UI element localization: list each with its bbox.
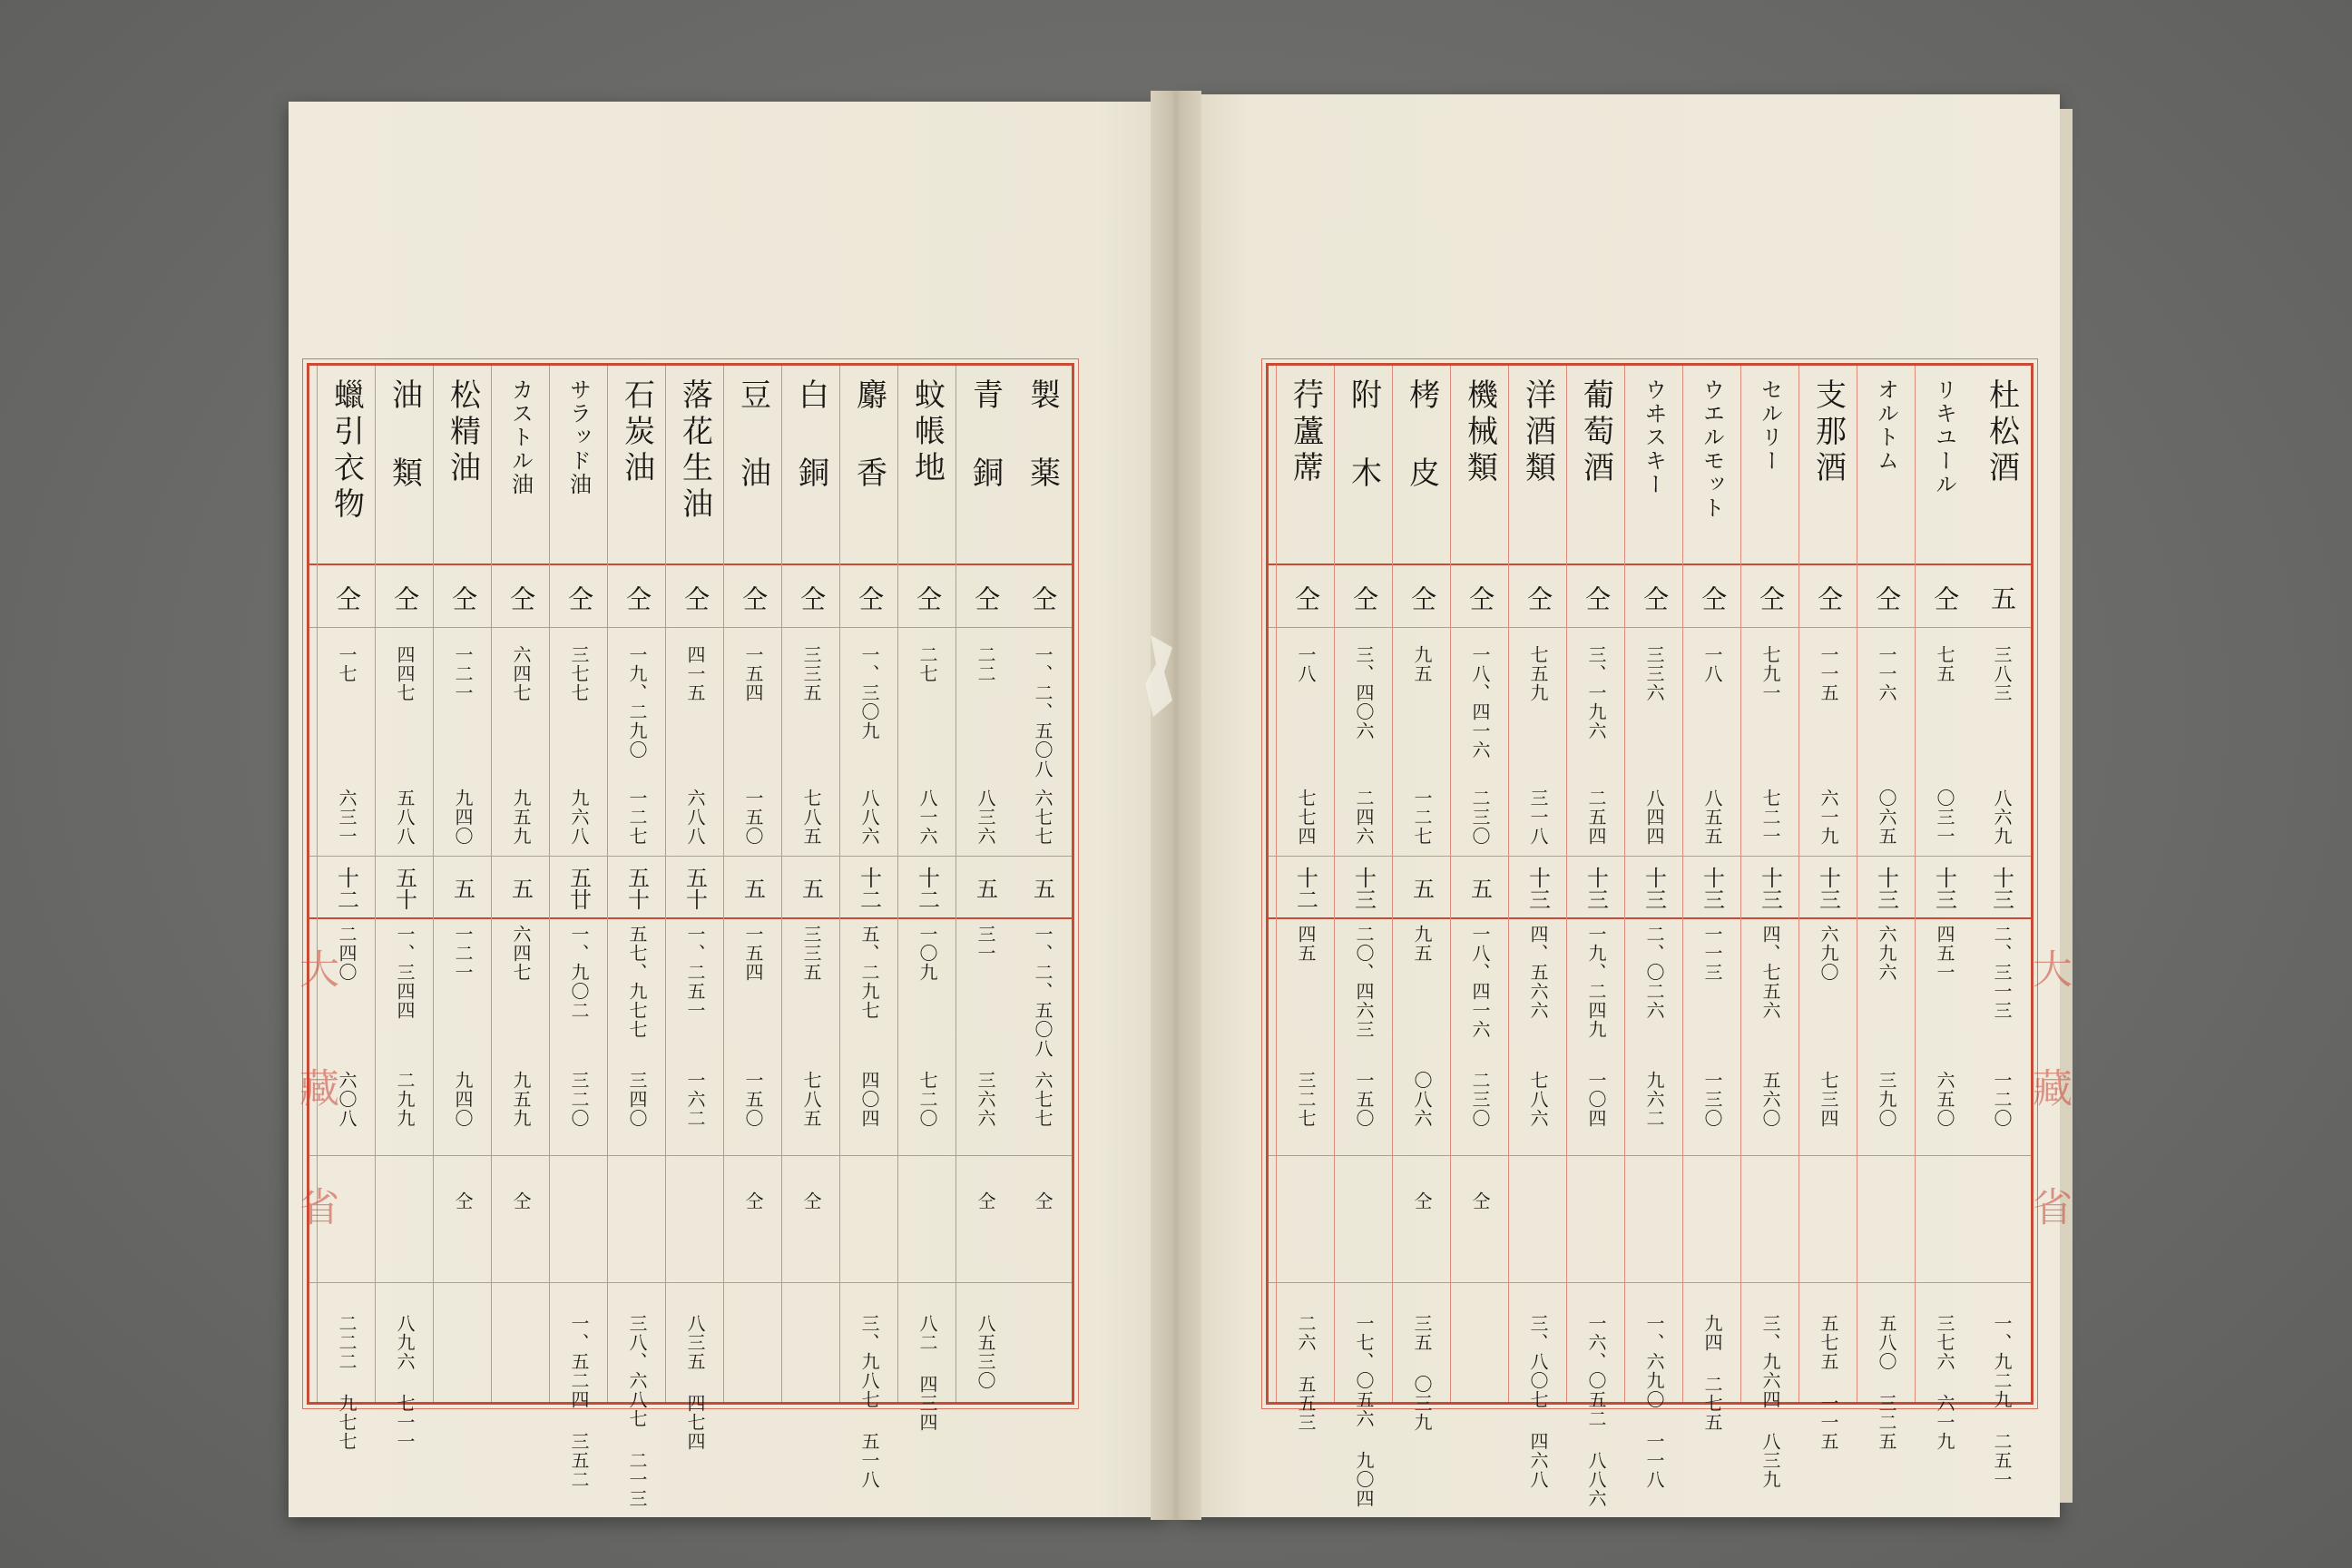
rate-tag: 五十 xyxy=(681,867,708,910)
unit-marker: 仝 xyxy=(332,585,362,611)
quantity-value: 三七七 xyxy=(568,645,590,702)
quantity-value: 四四七 xyxy=(394,645,416,702)
value-amount: 四、七五六 xyxy=(1759,925,1781,1020)
rate-tag: 十三 xyxy=(1641,867,1667,910)
unit-marker: 仝 xyxy=(1640,585,1670,611)
value-amount: 二四〇 xyxy=(336,925,358,982)
value-fraction: 三四〇 xyxy=(626,1071,648,1128)
value-fraction: 七八六 xyxy=(1527,1071,1549,1128)
item-name: 支那酒 xyxy=(1809,378,1847,487)
unit-marker: 仝 xyxy=(622,585,652,611)
ledger-column xyxy=(1857,366,1916,1451)
item-name: 蠟引衣物 xyxy=(328,378,365,524)
unit-marker: 仝 xyxy=(681,585,710,611)
value-fraction: 九六二 xyxy=(1643,1071,1665,1128)
value-amount: 一、九〇二 xyxy=(568,925,590,1020)
item-name: オルトム xyxy=(1873,378,1899,473)
quantity-fraction: 八八六 xyxy=(858,789,880,846)
duty-amount: 三、八〇七 四六八 xyxy=(1527,1314,1549,1489)
unit-marker: 仝 xyxy=(1465,585,1495,611)
value-amount: 四五 xyxy=(1295,925,1317,963)
item-name: 附 木 xyxy=(1345,378,1382,493)
rate-tag: 五 xyxy=(740,877,766,899)
quantity-fraction: 六七七 xyxy=(1032,789,1054,846)
quantity-fraction: 一二七 xyxy=(1411,789,1433,846)
quantity-fraction: 二五四 xyxy=(1585,789,1607,846)
ledger-column xyxy=(1450,366,1509,1402)
value-amount: 二〇、四六三 xyxy=(1353,925,1375,1039)
item-name: 製 薬 xyxy=(1024,378,1061,493)
unit-marker: 仝 xyxy=(448,585,478,611)
quantity-value: 一七 xyxy=(336,645,358,683)
duty-amount: 一、九二九 二五一 xyxy=(1991,1314,2013,1489)
unit-marker: 仝 xyxy=(564,585,594,611)
duty-amount: 八五三〇 xyxy=(975,1314,996,1390)
item-name: 荇蘆蓆 xyxy=(1287,378,1324,487)
value-amount: 一〇九 xyxy=(916,925,938,982)
quantity-value: 一五四 xyxy=(742,645,764,702)
right-margin-stamp: 大 藏 省 xyxy=(2025,948,2072,1242)
value-fraction: 六〇八 xyxy=(336,1071,358,1128)
quantity-fraction: 八四四 xyxy=(1643,789,1665,846)
value-fraction: 七三四 xyxy=(1818,1071,1839,1128)
unit-marker: 仝 xyxy=(1756,585,1786,611)
value-amount: 一一三 xyxy=(1701,925,1723,982)
quantity-fraction: 三一八 xyxy=(1527,789,1549,846)
rate-tag: 十三 xyxy=(1524,867,1551,910)
ledger-column xyxy=(1973,366,2031,1489)
item-name: 落花生油 xyxy=(676,378,713,524)
value-fraction: 二九九 xyxy=(394,1071,416,1128)
duty-amount: 五八〇 三二五 xyxy=(1876,1314,1897,1451)
rate-tag: 五 xyxy=(1408,877,1435,899)
unit-marker: 仝 xyxy=(971,585,1001,611)
item-name: サラッド油 xyxy=(565,378,592,496)
quantity-fraction: 九四〇 xyxy=(452,789,474,846)
unit-marker: 仝 xyxy=(390,585,420,611)
value-amount: 一九、二四九 xyxy=(1585,925,1607,1039)
value-amount: 三三五 xyxy=(800,925,822,982)
value-amount: 一、三四四 xyxy=(394,925,416,1020)
value-fraction: 三二〇 xyxy=(568,1071,590,1128)
value-fraction: 二三〇 xyxy=(1469,1071,1491,1128)
quantity-value: 一一五 xyxy=(1818,645,1839,702)
quantity-value: 一、二、五〇八 xyxy=(1032,645,1054,779)
quantity-value: 一、三〇九 xyxy=(858,645,880,740)
quantity-fraction: 六三一 xyxy=(336,789,358,846)
unit-marker: 仝 xyxy=(1291,585,1321,611)
unit-marker: 仝 xyxy=(797,585,827,611)
value-amount: 九五 xyxy=(1411,925,1433,963)
ledger-column xyxy=(433,366,492,1402)
quantity-value: 一八 xyxy=(1295,645,1317,683)
rate-tag: 十三 xyxy=(1988,867,2014,910)
value-amount: 四五一 xyxy=(1934,925,1955,982)
value-fraction: 三九〇 xyxy=(1876,1071,1897,1128)
unit-marker: 仝 xyxy=(1582,585,1612,611)
ledger-column xyxy=(1798,366,1857,1451)
quantity-fraction: 六一九 xyxy=(1818,789,1839,846)
item-name: 松精油 xyxy=(444,378,481,487)
ledger-column xyxy=(1014,366,1072,1402)
rate-tag: 十二 xyxy=(333,867,359,910)
quantity-fraction: 〇三一 xyxy=(1934,789,1955,846)
value-fraction: 六五〇 xyxy=(1934,1071,1955,1128)
value-amount: 一二一 xyxy=(452,925,474,982)
unit-marker: 仝 xyxy=(1698,585,1728,611)
value-fraction: 〇八六 xyxy=(1411,1071,1433,1128)
quantity-fraction: 〇六五 xyxy=(1876,789,1897,846)
quantity-value: 一二一 xyxy=(452,645,474,702)
unit-marker: 仝 xyxy=(913,585,943,611)
rate-tag: 五 xyxy=(449,877,475,899)
quantity-value: 四一五 xyxy=(684,645,706,702)
duty-amount: 九四 二七五 xyxy=(1701,1314,1723,1432)
same-marker: 仝 xyxy=(800,1191,822,1210)
duty-amount: 一七、〇五六 九〇四 xyxy=(1353,1314,1375,1508)
value-fraction: 一二〇 xyxy=(1991,1071,2013,1128)
ledger-column xyxy=(1566,366,1625,1508)
ledger-column xyxy=(1392,366,1451,1432)
item-name: 油 類 xyxy=(386,378,423,493)
ledger-column xyxy=(1682,366,1741,1432)
ledger-column xyxy=(956,366,1014,1402)
same-marker: 仝 xyxy=(975,1191,996,1210)
quantity-value: 三三五 xyxy=(800,645,822,702)
page-edge xyxy=(2060,109,2073,1503)
quantity-value: 三、四〇六 xyxy=(1353,645,1375,740)
quantity-value: 三三六 xyxy=(1643,645,1665,702)
value-fraction: 七二〇 xyxy=(916,1071,938,1128)
duty-amount: 八三五 四七四 xyxy=(684,1314,706,1451)
value-fraction: 五六〇 xyxy=(1759,1071,1781,1128)
quantity-value: 七五九 xyxy=(1527,645,1549,702)
quantity-fraction: 六八八 xyxy=(684,789,706,846)
item-name: セルリー xyxy=(1757,378,1783,473)
quantity-value: 一九、二九〇 xyxy=(626,645,648,760)
ledger-column xyxy=(897,366,956,1432)
rate-tag: 十三 xyxy=(1815,867,1841,910)
ledger-column xyxy=(1915,366,1974,1451)
rate-tag: 十三 xyxy=(1757,867,1783,910)
ledger-column xyxy=(1334,366,1393,1508)
unit-marker: 仝 xyxy=(506,585,536,611)
value-amount: 一八、四一六 xyxy=(1469,925,1491,1039)
value-amount: 二、〇二六 xyxy=(1643,925,1665,1020)
ledger-column xyxy=(607,366,666,1508)
ledger-column xyxy=(781,366,840,1402)
value-fraction: 一五〇 xyxy=(742,1071,764,1128)
rate-tag: 十三 xyxy=(1873,867,1899,910)
value-fraction: 九五九 xyxy=(510,1071,532,1128)
quantity-fraction: 九五九 xyxy=(510,789,532,846)
quantity-fraction: 八三六 xyxy=(975,789,996,846)
rate-tag: 五廿 xyxy=(565,867,592,910)
quantity-value: 一八、四一六 xyxy=(1469,645,1491,760)
duty-amount: 三、九八七 五一八 xyxy=(858,1314,880,1489)
rate-tag: 五 xyxy=(1466,877,1493,899)
quantity-fraction: 九六八 xyxy=(568,789,590,846)
duty-amount: 一六、〇五二 八八六 xyxy=(1585,1314,1607,1508)
item-name: 豆 油 xyxy=(734,378,771,493)
value-fraction: 九四〇 xyxy=(452,1071,474,1128)
duty-amount: 八二 四三四 xyxy=(916,1314,938,1432)
value-amount: 六九〇 xyxy=(1818,925,1839,982)
rate-tag: 十三 xyxy=(1350,867,1377,910)
ledger-column xyxy=(723,366,782,1402)
value-fraction: 一〇四 xyxy=(1585,1071,1607,1128)
ledger-column xyxy=(317,366,376,1451)
rate-tag: 十三 xyxy=(1583,867,1609,910)
value-fraction: 三六六 xyxy=(975,1071,996,1128)
same-marker: 仝 xyxy=(510,1191,532,1210)
quantity-value: 三八三 xyxy=(1991,645,2013,702)
right-ledger-table xyxy=(1266,363,2034,1508)
left-margin-stamp: 大 藏 省 xyxy=(292,948,338,1242)
quantity-fraction: 二三〇 xyxy=(1469,789,1491,846)
value-amount: 五、二九七 xyxy=(858,925,880,1020)
quantity-value: 二七 xyxy=(916,645,938,683)
value-amount: 五七、九七七 xyxy=(626,925,648,1039)
value-fraction: 一三〇 xyxy=(1701,1071,1723,1128)
ledger-column xyxy=(1508,366,1567,1489)
rate-tag: 十三 xyxy=(1931,867,1957,910)
ledger-column xyxy=(665,366,724,1451)
item-name: 杜松酒 xyxy=(1983,378,2020,487)
rate-tag: 十二 xyxy=(1292,867,1318,910)
ledger-column xyxy=(491,366,550,1402)
value-amount: 四、五六六 xyxy=(1527,925,1549,1020)
unit-marker: 仝 xyxy=(1028,585,1058,611)
rate-tag: 五 xyxy=(507,877,534,899)
quantity-fraction: 七七四 xyxy=(1295,789,1317,846)
item-name: 洋酒類 xyxy=(1519,378,1556,487)
ledger-column xyxy=(375,366,434,1451)
duty-amount: 三、九六四 八三九 xyxy=(1759,1314,1781,1489)
duty-amount: 三八、六八七 二一三 xyxy=(626,1314,648,1508)
value-amount: 六四七 xyxy=(510,925,532,982)
quantity-value: 七五 xyxy=(1934,645,1955,683)
same-marker: 仝 xyxy=(742,1191,764,1210)
unit-marker: 仝 xyxy=(1872,585,1902,611)
quantity-fraction: 五八八 xyxy=(394,789,416,846)
same-marker: 仝 xyxy=(1032,1191,1054,1210)
item-name: 白 銅 xyxy=(792,378,829,493)
quantity-value: 一一六 xyxy=(1876,645,1897,702)
value-fraction: 一五〇 xyxy=(1353,1071,1375,1128)
item-name: 青 銅 xyxy=(966,378,1004,493)
rate-tag: 五 xyxy=(798,877,824,899)
item-name: 蚊帳地 xyxy=(908,378,946,487)
rate-tag: 五十 xyxy=(623,867,650,910)
value-fraction: 一六二 xyxy=(684,1071,706,1128)
item-name: リキユール xyxy=(1931,378,1957,496)
item-name: ウヰスキー xyxy=(1641,378,1667,496)
unit-marker: 仝 xyxy=(1814,585,1844,611)
quantity-value: 三、一九六 xyxy=(1585,645,1607,740)
same-marker: 仝 xyxy=(452,1191,474,1210)
value-amount: 一、二、五〇八 xyxy=(1032,925,1054,1058)
duty-amount: 五七五 一一五 xyxy=(1818,1314,1839,1451)
rate-tag: 十二 xyxy=(914,867,940,910)
value-fraction: 七八五 xyxy=(800,1071,822,1128)
quantity-fraction: 二四六 xyxy=(1353,789,1375,846)
quantity-value: 二二 xyxy=(975,645,996,683)
duty-amount: 二二二 九七七 xyxy=(336,1314,358,1451)
duty-amount: 三五 〇三九 xyxy=(1411,1314,1433,1432)
quantity-value: 九五 xyxy=(1411,645,1433,683)
same-marker: 仝 xyxy=(1411,1191,1433,1210)
quantity-value: 一八 xyxy=(1701,645,1723,683)
quantity-fraction: 八一六 xyxy=(916,789,938,846)
value-fraction: 四〇四 xyxy=(858,1071,880,1128)
quantity-fraction: 七二一 xyxy=(1759,789,1781,846)
item-name: 葡萄酒 xyxy=(1577,378,1614,487)
value-amount: 一、二五一 xyxy=(684,925,706,1020)
quantity-fraction: 八六九 xyxy=(1991,789,2013,846)
unit-marker: 仝 xyxy=(855,585,885,611)
item-name: 石炭油 xyxy=(618,378,655,487)
duty-amount: 三七六 六一九 xyxy=(1934,1314,1955,1451)
rate-tag: 五十 xyxy=(391,867,417,910)
quantity-fraction: 七八五 xyxy=(800,789,822,846)
left-ledger-table xyxy=(307,363,1074,1508)
book-gutter xyxy=(1151,91,1201,1520)
duty-amount: 一、五二四 三五二 xyxy=(568,1314,590,1489)
rate-tag: 十三 xyxy=(1699,867,1725,910)
item-name: カストル油 xyxy=(507,378,534,496)
value-fraction: 三二七 xyxy=(1295,1071,1317,1128)
quantity-fraction: 一二七 xyxy=(626,789,648,846)
rate-tag: 十二 xyxy=(856,867,882,910)
value-amount: 二、三一三 xyxy=(1991,925,2013,1020)
rate-tag: 五 xyxy=(1029,877,1055,899)
ledger-column xyxy=(1276,366,1335,1432)
unit-marker: 仝 xyxy=(739,585,769,611)
item-name: 機械類 xyxy=(1461,378,1498,487)
item-name: ウエルモット xyxy=(1699,378,1725,520)
quantity-value: 六四七 xyxy=(510,645,532,702)
ledger-column xyxy=(1624,366,1683,1489)
value-amount: 三一 xyxy=(975,925,996,963)
item-name: 栲 皮 xyxy=(1403,378,1440,493)
value-amount: 六九六 xyxy=(1876,925,1897,982)
ledger-column xyxy=(1740,366,1799,1489)
unit-marker: 五 xyxy=(1987,585,2017,611)
quantity-value: 七九一 xyxy=(1759,645,1781,702)
unit-marker: 仝 xyxy=(1524,585,1553,611)
duty-amount: 一、六九〇 一一八 xyxy=(1643,1314,1665,1489)
quantity-fraction: 一五〇 xyxy=(742,789,764,846)
same-marker: 仝 xyxy=(1469,1191,1491,1210)
unit-marker: 仝 xyxy=(1407,585,1437,611)
duty-amount: 八九六 七一一 xyxy=(394,1314,416,1451)
duty-amount: 二六 五五三 xyxy=(1295,1314,1317,1432)
value-amount: 一五四 xyxy=(742,925,764,982)
ledger-column xyxy=(839,366,898,1489)
item-name: 麝 香 xyxy=(850,378,887,493)
value-fraction: 六七七 xyxy=(1032,1071,1054,1128)
quantity-fraction: 八五五 xyxy=(1701,789,1723,846)
rate-tag: 五 xyxy=(972,877,998,899)
ledger-column xyxy=(549,366,608,1489)
unit-marker: 仝 xyxy=(1930,585,1960,611)
unit-marker: 仝 xyxy=(1349,585,1379,611)
